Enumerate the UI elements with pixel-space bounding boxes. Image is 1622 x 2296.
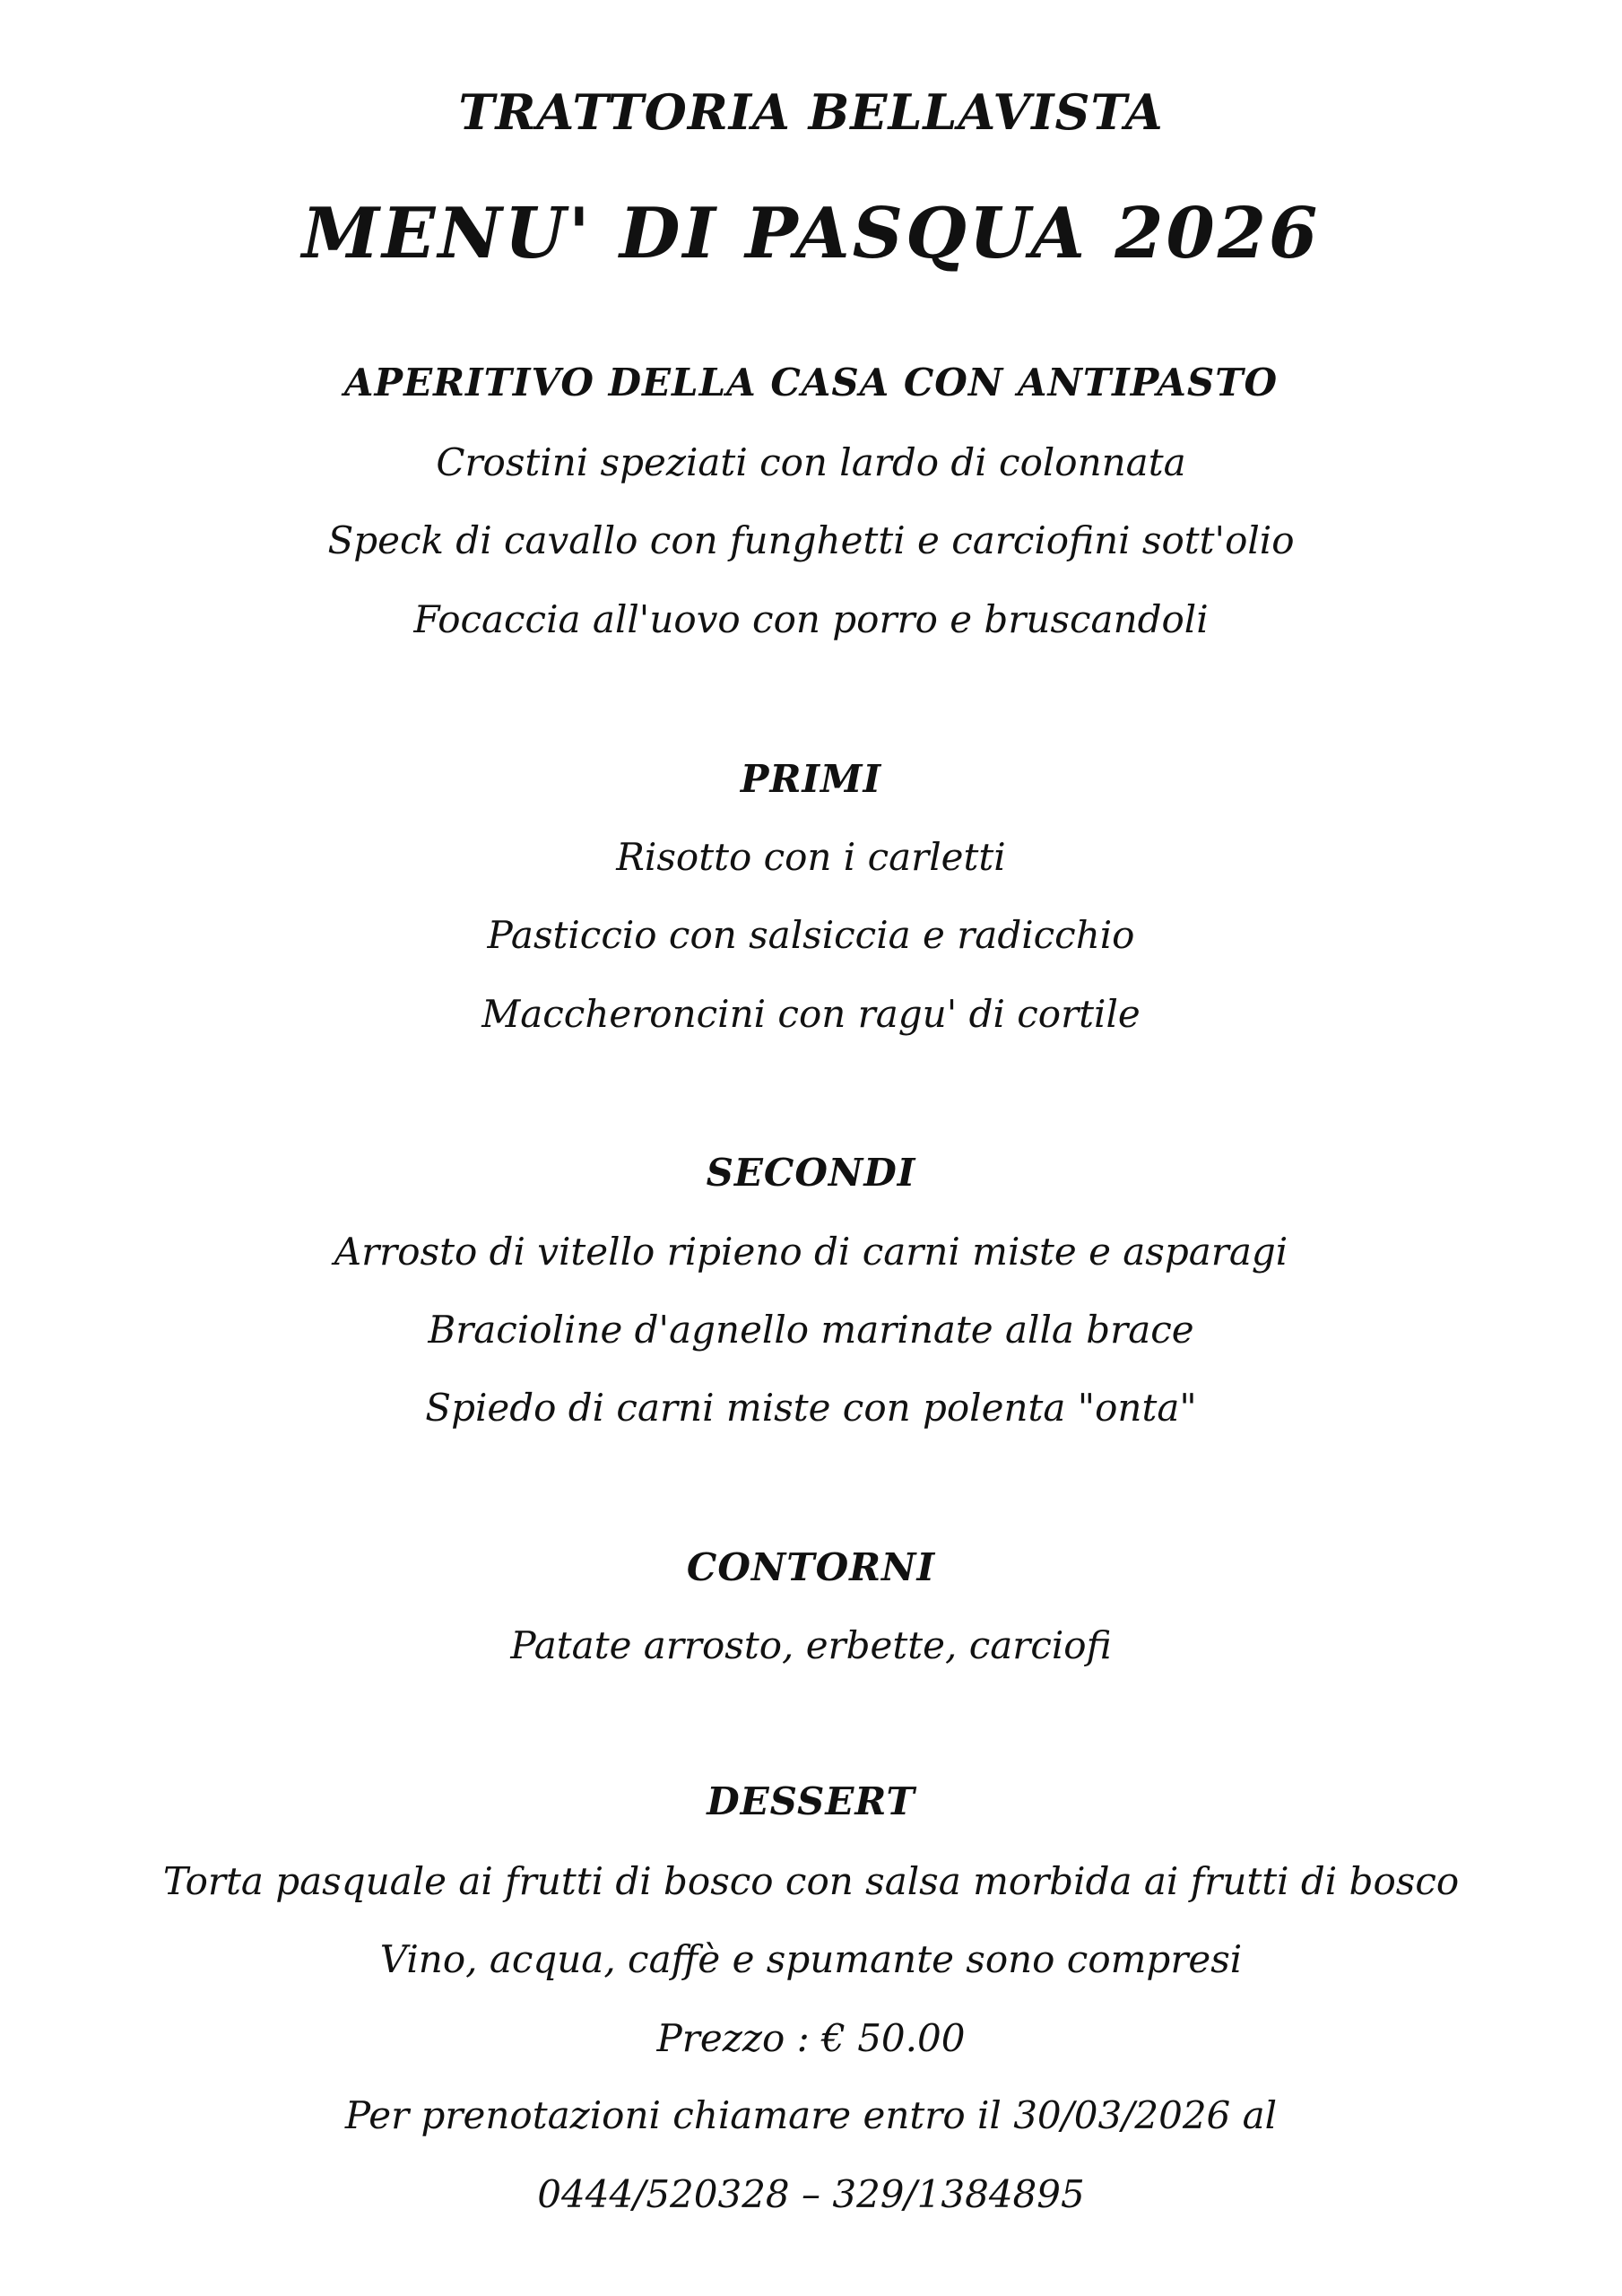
section-heading-aperitivo: APERITIVO DELLA CASA CON ANTIPASTO — [343, 361, 1279, 404]
dish-item: Crostini speziati con lardo di colonnata — [436, 440, 1186, 484]
dish-item: Patate arrosto, erbette, carciofi — [510, 1623, 1112, 1667]
price: Prezzo : € 50.00 — [656, 2016, 966, 2060]
restaurant-name: TRATTORIA BELLAVISTA — [458, 83, 1164, 141]
dish-item: Risotto con i carletti — [616, 835, 1006, 879]
dish-item: Speck di cavallo con funghetti e carciofini sott'olio — [327, 518, 1295, 562]
dish-item: Pasticcio con salsiccia e radicchio — [487, 913, 1135, 957]
section-heading-primi: PRIMI — [740, 757, 882, 801]
dish-item: Arrosto di vitello ripieno di carni miste e asparagi — [334, 1230, 1288, 1274]
dish-item: Focaccia all'uovo con porro e bruscandoli — [413, 597, 1209, 641]
booking-note: Per prenotazioni chiamare entro il 30/03/2026 al — [344, 2093, 1278, 2137]
section-heading-secondi: SECONDI — [706, 1151, 916, 1195]
section-heading-dessert: DESSERT — [707, 1779, 915, 1823]
menu-title: MENU' DI PASQUA 2026 — [301, 193, 1321, 274]
phone-numbers: 0444/520328 – 329/1384895 — [537, 2172, 1085, 2216]
dish-item: Spiedo di carni miste con polenta "onta" — [425, 1386, 1197, 1430]
section-heading-contorni: CONTORNI — [686, 1545, 936, 1589]
included-note: Vino, acqua, caffè e spumante sono compresi — [379, 1937, 1243, 1981]
dish-item: Torta pasquale ai frutti di bosco con salsa morbida ai frutti di bosco — [162, 1859, 1460, 1903]
dish-item: Maccheroncini con ragu' di cortile — [481, 992, 1141, 1036]
dish-item: Bracioline d'agnello marinate alla brace — [428, 1308, 1194, 1352]
